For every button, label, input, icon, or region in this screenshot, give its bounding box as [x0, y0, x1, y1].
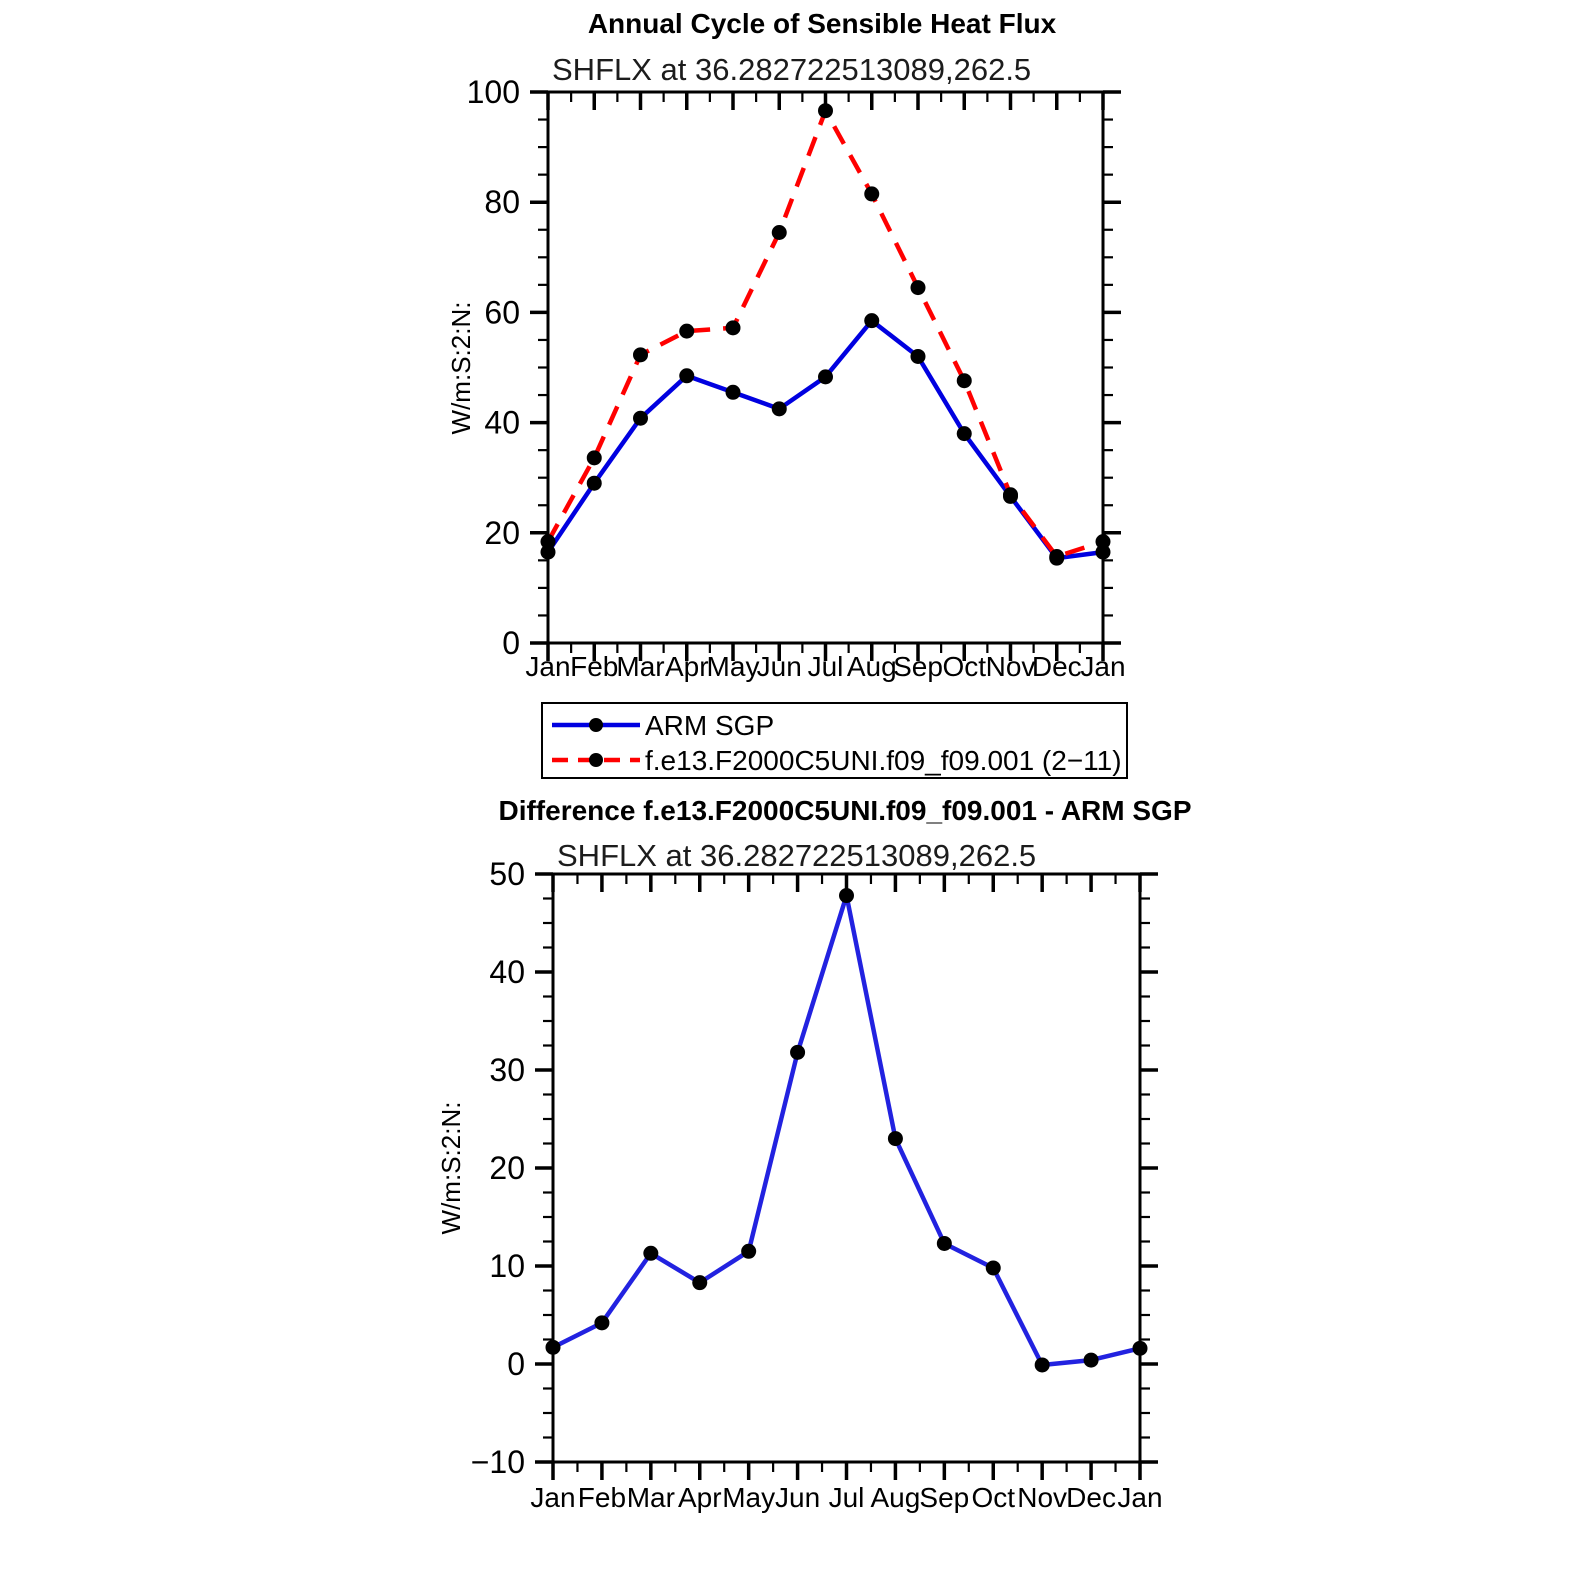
- data-point-marker: [633, 411, 648, 426]
- data-point-marker: [1049, 549, 1064, 564]
- bottom-chart-title: Difference f.e13.F2000C5UNI.f09_f09.001 - ARM SGP: [498, 795, 1192, 826]
- data-point-marker: [864, 186, 879, 201]
- x-tick-label: Nov: [985, 651, 1036, 682]
- data-point-marker: [818, 103, 833, 118]
- x-tick-label: Jun: [775, 1482, 821, 1513]
- bottom-chart-subtitle: SHFLX at 36.282722513089,262.5: [557, 838, 1037, 873]
- x-tick-label: Jan: [530, 1482, 576, 1513]
- y-tick-label: 40: [484, 404, 520, 441]
- bottom-chart-plot: [471, 856, 1163, 1513]
- data-point-marker: [1084, 1353, 1099, 1368]
- x-tick-label: Jul: [807, 651, 844, 682]
- series-line-0: [553, 896, 1140, 1365]
- y-tick-label: 0: [507, 1346, 525, 1382]
- y-tick-label: 10: [489, 1248, 525, 1284]
- legend-marker-arm-sgp: [589, 718, 603, 732]
- top-chart-subtitle: SHFLX at 36.282722513089,262.5: [552, 52, 1032, 87]
- data-point-marker: [679, 324, 694, 339]
- y-tick-label: 0: [502, 625, 520, 661]
- data-point-marker: [1035, 1357, 1050, 1372]
- data-point-marker: [818, 369, 833, 384]
- data-point-marker: [643, 1246, 658, 1261]
- x-tick-label: Dec: [1031, 651, 1082, 682]
- data-point-marker: [957, 426, 972, 441]
- series-line-1: [548, 111, 1103, 557]
- data-point-marker: [986, 1260, 1001, 1275]
- top-chart-title: Annual Cycle of Sensible Heat Flux: [587, 8, 1057, 39]
- data-point-marker: [772, 401, 787, 416]
- x-tick-label: Jan: [1080, 651, 1126, 682]
- x-tick-label: May: [706, 651, 760, 682]
- legend-marker-model: [589, 753, 603, 767]
- y-tick-label: 100: [466, 74, 520, 110]
- y-tick-label: 30: [489, 1052, 525, 1088]
- data-point-marker: [587, 450, 602, 465]
- data-point-marker: [726, 385, 741, 400]
- data-point-marker: [587, 476, 602, 491]
- data-point-marker: [937, 1236, 952, 1251]
- data-point-marker: [911, 280, 926, 295]
- x-tick-label: Jan: [1117, 1482, 1163, 1513]
- x-tick-label: Nov: [1017, 1482, 1068, 1513]
- data-point-marker: [839, 888, 854, 903]
- x-tick-label: Feb: [570, 651, 619, 682]
- data-point-marker: [679, 368, 694, 383]
- data-point-marker: [726, 320, 741, 335]
- x-tick-label: May: [722, 1482, 776, 1513]
- x-tick-label: Mar: [626, 1482, 675, 1513]
- data-point-marker: [957, 373, 972, 388]
- data-point-marker: [911, 349, 926, 364]
- legend: [542, 703, 1127, 778]
- data-point-marker: [1003, 487, 1018, 502]
- plot-frame: [553, 874, 1140, 1462]
- y-tick-label: 40: [489, 954, 525, 990]
- data-point-marker: [541, 534, 556, 549]
- data-point-marker: [888, 1131, 903, 1146]
- plot-frame: [548, 92, 1103, 643]
- y-tick-label: 50: [489, 856, 525, 892]
- top-chart-plot: [467, 74, 1126, 682]
- top-chart-y-axis-label: W/m:S:2:N:: [446, 301, 476, 435]
- y-tick-label: 20: [484, 514, 520, 551]
- y-tick-label: 80: [484, 184, 520, 221]
- data-point-marker: [864, 313, 879, 328]
- x-tick-label: Aug: [846, 651, 897, 682]
- data-point-marker: [741, 1244, 756, 1259]
- y-tick-label: −10: [470, 1444, 525, 1480]
- data-point-marker: [790, 1045, 805, 1060]
- x-tick-label: Dec: [1066, 1482, 1116, 1513]
- x-tick-label: Mar: [616, 651, 665, 682]
- bottom-chart-y-axis-label: W/m:S:2:N:: [436, 1101, 466, 1235]
- data-point-marker: [772, 225, 787, 240]
- data-point-marker: [1096, 534, 1111, 549]
- series-line-0: [548, 321, 1103, 558]
- x-tick-label: Apr: [664, 651, 709, 682]
- data-point-marker: [633, 347, 648, 362]
- x-tick-label: Feb: [577, 1482, 627, 1513]
- x-tick-label: Jun: [756, 651, 802, 682]
- y-tick-label: 20: [489, 1150, 525, 1186]
- data-point-marker: [1133, 1341, 1148, 1356]
- legend-label-arm-sgp: ARM SGP: [645, 710, 775, 741]
- data-point-marker: [546, 1340, 561, 1355]
- data-point-marker: [594, 1315, 609, 1330]
- x-tick-label: Apr: [677, 1482, 722, 1513]
- legend-label-model: f.e13.F2000C5UNI.f09_f09.001 (2−11): [645, 745, 1122, 776]
- x-tick-label: Jul: [828, 1482, 865, 1513]
- x-tick-label: Jan: [525, 651, 571, 682]
- x-tick-label: Oct: [942, 651, 987, 682]
- x-tick-label: Aug: [870, 1482, 921, 1513]
- y-tick-label: 60: [484, 294, 520, 331]
- x-tick-label: Oct: [971, 1482, 1016, 1513]
- x-tick-label: Sep: [919, 1482, 970, 1513]
- data-point-marker: [692, 1275, 707, 1290]
- x-tick-label: Sep: [893, 651, 943, 682]
